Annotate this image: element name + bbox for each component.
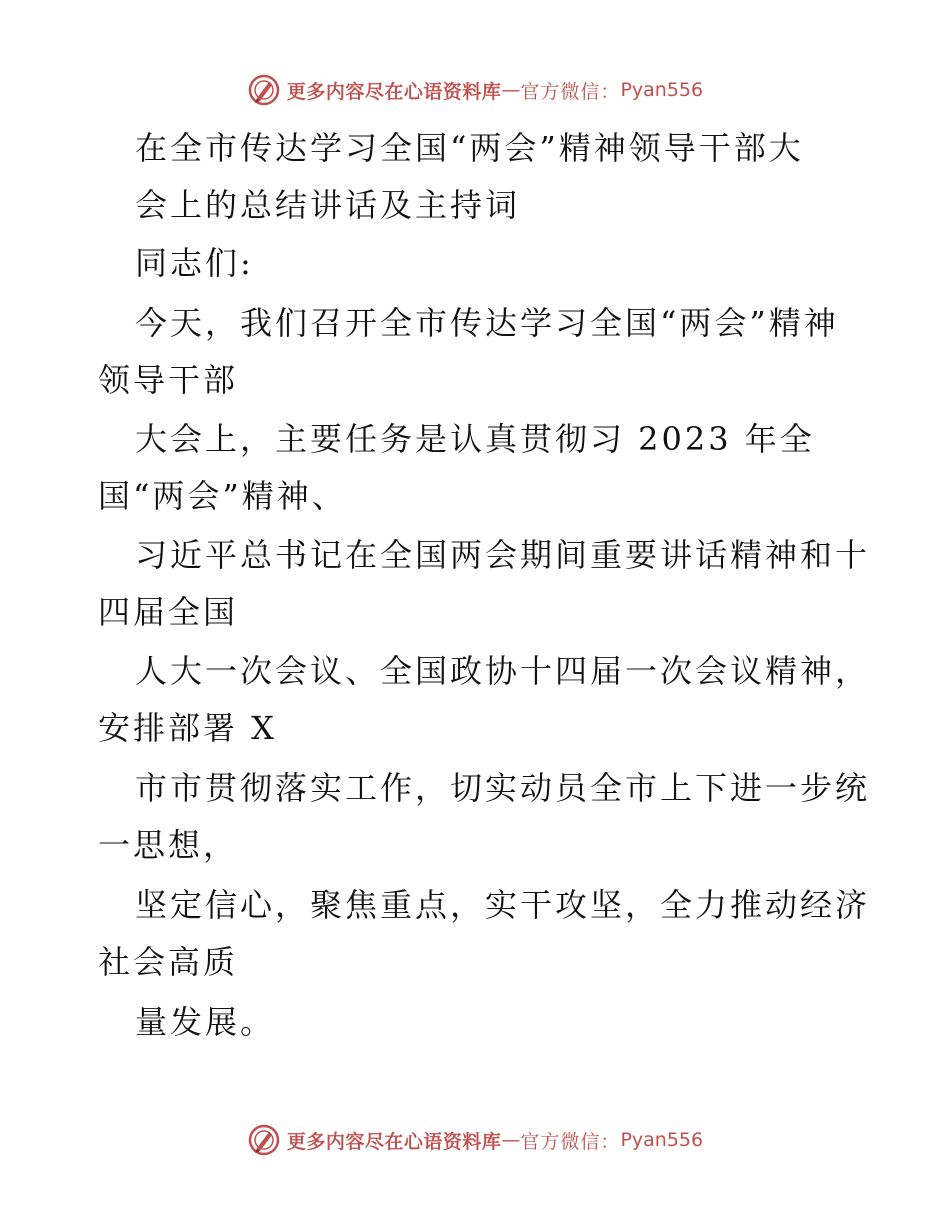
paragraph-line: 领导干部 — [98, 361, 239, 399]
paragraph-line: 大会上，主要任务是认真贯彻习 2023 年全 — [135, 420, 815, 458]
paragraph-line: 安排部署 X — [98, 709, 277, 747]
watermark-main-text: 更多内容尽在心语资料库 — [286, 80, 502, 103]
watermark-dash: — — [501, 1129, 521, 1151]
paragraph-line: 市市贯彻落实工作，切实动员全市上下进一步统 — [135, 769, 871, 807]
paragraph-line: 今天，我们召开全市传达学习全国“两会”精神 — [135, 304, 839, 342]
paragraph-line: 量发展。 — [135, 1003, 276, 1041]
watermark-wechat-id: Pyan556 — [620, 1129, 704, 1151]
watermark-wechat-id: Pyan556 — [620, 79, 704, 101]
paragraph-line: 国“两会”精神、 — [98, 477, 347, 515]
pen-logo-icon — [247, 73, 281, 107]
watermark-main-text: 更多内容尽在心语资料库 — [286, 1130, 502, 1153]
document-salutation: 同志们: — [135, 244, 254, 282]
paragraph-line: 一思想， — [98, 826, 239, 864]
watermark-sub-text: 官方微信： — [520, 1130, 621, 1153]
paragraph-line: 坚定信心，聚焦重点，实干攻坚，全力推动经济 — [135, 886, 871, 924]
paragraph-line: 四届全国 — [98, 593, 239, 631]
watermark-sub-text: 官方微信： — [520, 80, 621, 103]
watermark-dash: — — [501, 79, 521, 101]
watermark-header — [0, 70, 950, 110]
document-title-line-1: 在全市传达学习全国“两会”精神领导干部大 — [135, 129, 804, 167]
paragraph-line: 社会高质 — [98, 943, 239, 981]
document-title-line-2: 会上的总结讲话及主持词 — [135, 186, 521, 224]
paragraph-line: 人大一次会议、全国政协十四届一次会议精神， — [135, 652, 871, 690]
watermark-footer — [0, 1120, 950, 1160]
paragraph-line: 习近平总书记在全国两会期间重要讲话精神和十 — [135, 536, 871, 574]
pen-logo-icon — [247, 1123, 281, 1157]
